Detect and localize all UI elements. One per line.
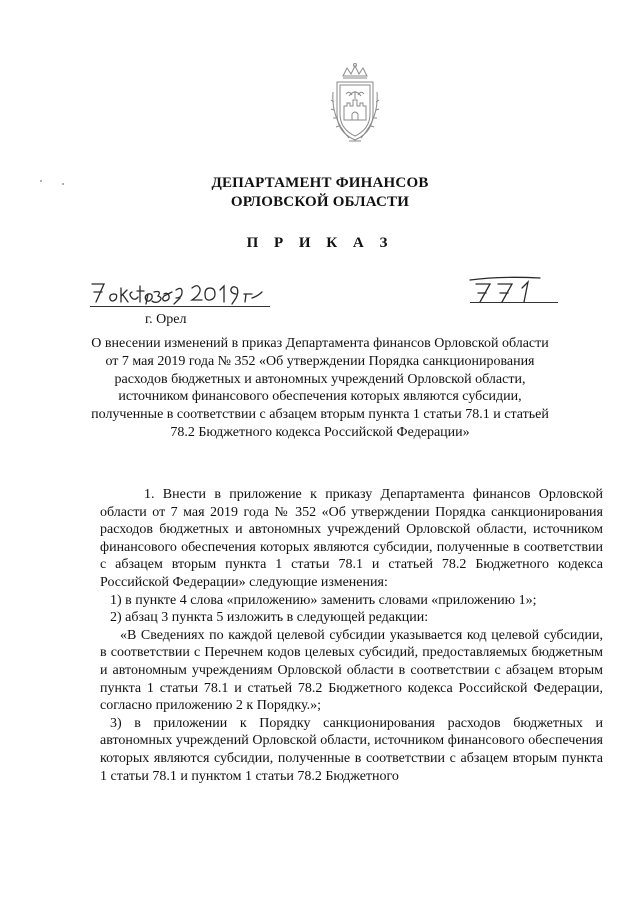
order-title-line: 78.2 Бюджетного кодекса Российской Федерации» [170,424,470,440]
order-body [100,486,603,785]
department-name-line2: ОРЛОВСКОЙ ОБЛАСТИ [230,194,410,210]
paragraph-1: 1. Внести в приложение к приказу Департамента финансов Орловской области от 7 мая 2019 года № 352 «Об утверждении Порядка санкционирования расходов бюджетных и автономных учреждений Орловской области, источником финансового обеспечения которых являются субсидии, полученные в соответствии с абзацем вторым пункта 1 статьи 78.1 и статьей 78.2 Бюджетного кодекса Российской Федерации» следующие изменения: [100,487,603,590]
coat-of-arms-icon [329,62,381,146]
order-title-line: полученные в соответствии с абзацем вторым пункта 1 статьи 78.1 и статьей [91,407,549,423]
scan-speck [40,180,42,182]
scan-speck [62,183,64,185]
order-title [90,335,550,442]
list-item-3: 3) в приложении к Порядку санкционирования расходов бюджетных и автономных учреждений Орловской области, источником финансового обеспечения которых являются субсидии, полученные в соответствии с абзацем вторым пункта 1 статьи 78.1 и пунктом 1 статьи 78.2 Бюджетного [100,715,603,784]
list-item-1: 1) в пункте 4 слова «приложению» заменить словами «приложению 1»; [110,592,537,608]
order-title-line: источником финансового обеспечения которых являются субсидии, [118,389,522,405]
number-underline [470,302,558,303]
order-title-line: от 7 мая 2019 года № 352 «Об утверждении Порядка санкционирования [105,353,535,369]
handwritten-date-icon [88,276,288,308]
order-title-line: расходов бюджетных и автономных учреждений Орловской области, [114,371,526,387]
list-item-2: 2) абзац 3 пункта 5 изложить в следующей редакции: [110,610,429,626]
quoted-amendment: «В Сведениях по каждой целевой субсидии указывается код целевой субсидии, в соответствии с Перечнем кодов целевых субсидий, предоставляемых бюджетным и автономным учреждениям Орловской области в соответствии с абзацем вторым пункта 1 статьи 78.1 и статьей 78.2 Бюджетного кодекса Российской Федерации, согласно приложению 2 к Порядку.»; [100,627,603,714]
date-underline [90,306,270,307]
order-title-line: О внесении изменений в приказ Департамента финансов Орловской области [91,336,549,351]
city-label: г. Орел [145,312,187,327]
department-name-line1: ДЕПАРТАМЕНТ ФИНАНСОВ [211,175,429,191]
document-type-heading: П Р И К А З [246,235,394,251]
